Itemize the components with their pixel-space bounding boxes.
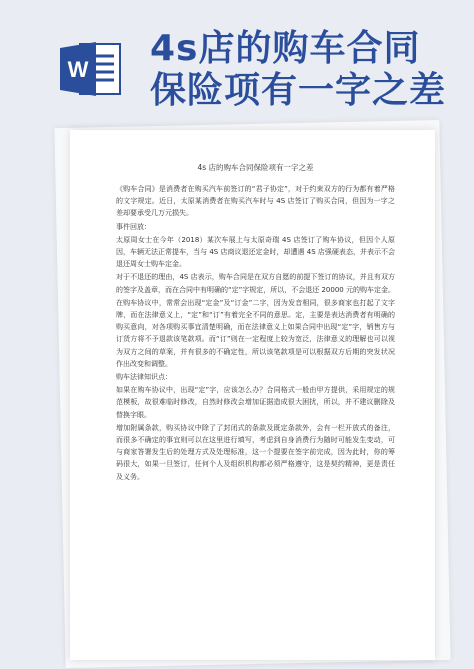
banner-title: [150, 28, 460, 112]
paragraph-2: 对于不退还的理由，4S 店表示，购车合同是在双方自愿的前提下签订的协议，并且有双方的签字及盖章，而在合同中有明确的“定”字规定，所以，不会退还 20000 元的购车定金。: [116, 273, 395, 294]
banner-title-line2: 保险项有一字之差: [150, 70, 447, 111]
document-page: [70, 130, 435, 660]
intro-paragraph: 《购车合同》是消费者在购买汽车前签订的“君子协定”，对于约束双方的行为都有着严格的文字规定。近日，太原某消费者在购买汽车时与 4S 店签订了购买合同，但因为一字之差却要承受几万元损失。: [116, 185, 395, 218]
paragraph-1: 太原周女士在今年（2018）某次车展上与太原奇瑞 4S 店签订了购车协议，但因个人原因，车辆无法正常提车，当与 4S 店商议退还定金时，却遭遇 4S 店强硬表态，并表示不会退还周女士购车定金。: [116, 235, 395, 269]
section-heading-law: 购车法律知识点：: [116, 373, 172, 382]
word-icon-letter: W: [67, 57, 89, 82]
paragraph-4: 如果在购车协议中，出现“定”字，应该怎么办？合同格式一般由甲方提供，采用规定的规范模板，故很难临时修改，自然时修改会增加证据造成很大困扰，所以，并不建议删除及替换字眼。: [116, 386, 395, 419]
section-heading-event: 事件回放：: [116, 222, 151, 231]
word-document-icon: [58, 36, 124, 102]
banner-title-line1: 4s店的购车合同: [150, 28, 421, 69]
paragraph-3: 在购车协议中，常常会出现“定金”及“订金”二字，因为发音相同，很多商家也打起了文字牌，而在法律意义上，“定”和“订”有着完全不同的意思。定，主要是表达消费者有明确的购买意向，对各项购买事宜清楚明确，而在法律意义上如果合同中出现“定”字，销售方与订货方将不予退款该笔款项。而“订”则在一定程度上较为宽泛，法律意义的理解也可以视为双方之间的草案，并有很多的不确定性，所以该笔款项是可以根据双方后期的突发状况作出改变和调整。: [116, 298, 395, 368]
paragraph-5: 增加附属条款，购买协议中除了了封闭式的条款及既定条款外，会有一栏开放式的备注，而很多不确定的事宜则可以在这里进行填写，考虑到自身消费行为随时可能发生变动，可与商家答署发生后的处理方式及处理标准，这一个提要在签字前完成，因为此时，你的筹码很大，如果一旦签订，任何个人及组织机构都必须严格遵守，这是契约精神，更是责任及义务。: [116, 423, 395, 481]
document-title: 4s 店的购车合同保险项有一字之差: [197, 163, 314, 172]
document-body: [70, 162, 435, 484]
